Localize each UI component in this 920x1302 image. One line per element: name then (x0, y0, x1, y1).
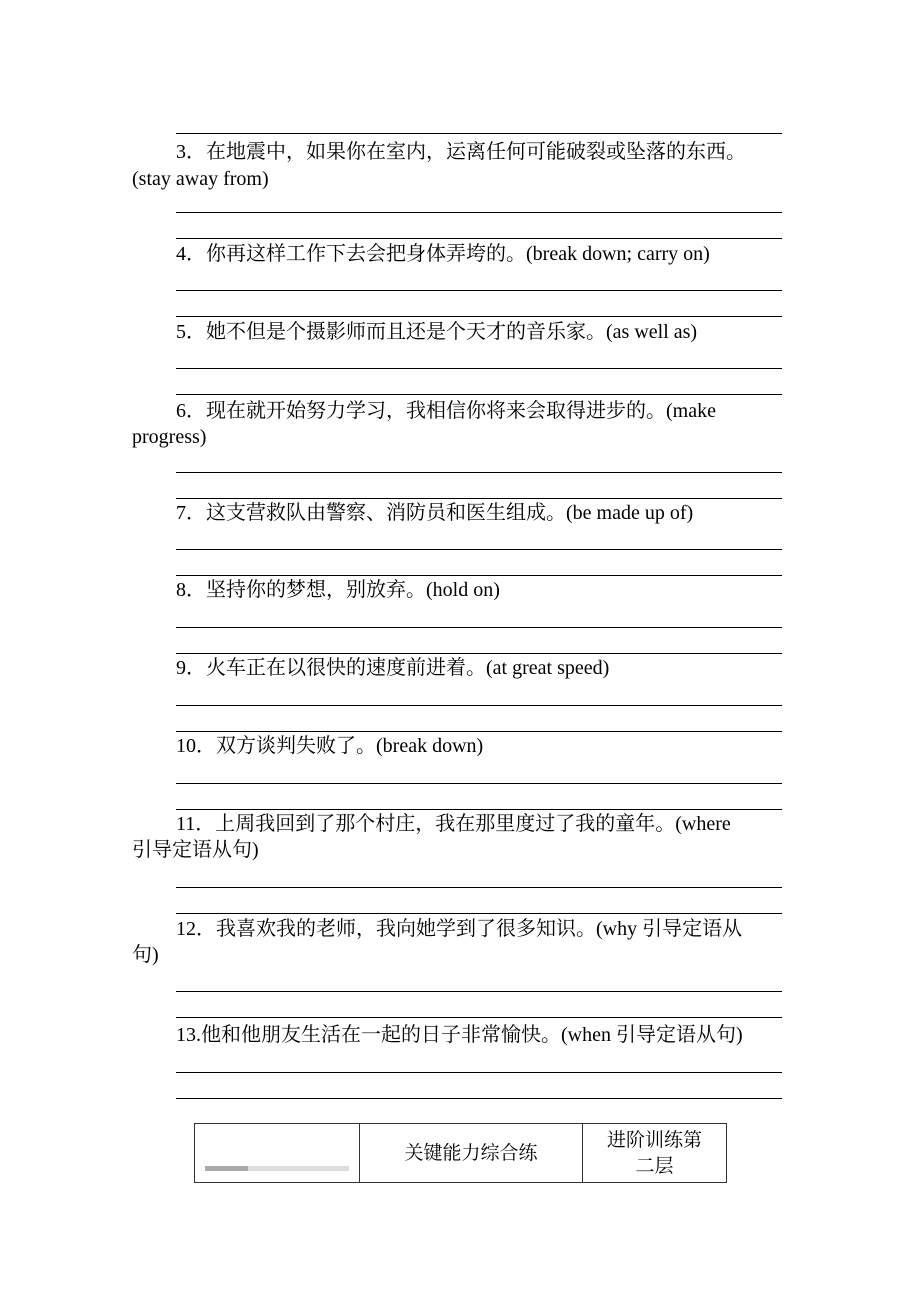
answer-line (176, 705, 782, 706)
question-text: 你再这样工作下去会把身体弄垮的。(break down; carry on) (206, 243, 710, 265)
question-text: 在地震中，如果你在室内，运离任何可能破裂或坠落的东西。 (206, 141, 746, 163)
answer-line (176, 627, 782, 628)
question-text-cont: 句) (132, 944, 159, 966)
answer-line (176, 1098, 782, 1099)
question-text: 这支营救队由警察、消防员和医生组成。(be made up of) (206, 502, 694, 524)
question-text: 现在就开始努力学习，我相信你将来会取得进步的。(make (206, 400, 716, 422)
question-text: 火车正在以很快的速度前进着。(at great speed) (206, 657, 610, 679)
decoration-cell (195, 1124, 360, 1183)
section-level-line2: 二层 (635, 1155, 674, 1177)
question-number: 13. (176, 1024, 201, 1046)
section-title: 关键能力综合练 (360, 1124, 583, 1183)
answer-line (176, 887, 782, 888)
section-level-line1: 进阶训练第 (606, 1129, 702, 1151)
answer-line (176, 290, 782, 291)
answer-line (176, 783, 782, 784)
question-number: 11． (176, 813, 216, 835)
answer-line (176, 549, 782, 550)
decorative-bar (205, 1166, 349, 1171)
section-level (583, 1124, 727, 1183)
question-text: 他和他朋友生活在一起的日子非常愉快。(when 引导定语从句) (201, 1024, 743, 1046)
question-number: 4． (176, 243, 206, 265)
answer-line (176, 133, 782, 134)
question-number: 5． (176, 321, 206, 343)
question-number: 7． (176, 502, 206, 524)
answer-line (176, 575, 782, 576)
answer-line (176, 472, 782, 473)
question-number: 6． (176, 400, 206, 422)
answer-line (176, 653, 782, 654)
question-number: 12． (176, 918, 216, 940)
answer-line (176, 238, 782, 239)
section-header-table (194, 1123, 727, 1183)
question-text: 她不但是个摄影师而且还是个天才的音乐家。(as well as) (206, 321, 698, 343)
question-number: 8． (176, 579, 206, 601)
question-text-cont: progress) (132, 426, 207, 448)
answer-line (176, 316, 782, 317)
answer-line (176, 498, 782, 499)
question-text: 坚持你的梦想，别放弃。(hold on) (206, 579, 500, 601)
answer-line (176, 991, 782, 992)
answer-line (176, 1072, 782, 1073)
answer-line (176, 368, 782, 369)
answer-line (176, 1017, 782, 1018)
question-text-cont: (stay away from) (132, 168, 269, 190)
question-number: 10． (176, 735, 216, 757)
question-text-cont: 引导定语从句) (132, 839, 259, 861)
question-text: 上周我回到了那个村庄，我在那里度过了我的童年。(where (215, 813, 731, 835)
answer-line (176, 809, 782, 810)
question-number: 9． (176, 657, 206, 679)
question-number: 3． (176, 141, 206, 163)
answer-line (176, 212, 782, 213)
question-text: 我喜欢我的老师，我向她学到了很多知识。(why 引导定语从 (216, 918, 743, 940)
answer-line (176, 394, 782, 395)
answer-line (176, 731, 782, 732)
answer-line (176, 913, 782, 914)
question-text: 双方谈判失败了。(break down) (216, 735, 484, 757)
